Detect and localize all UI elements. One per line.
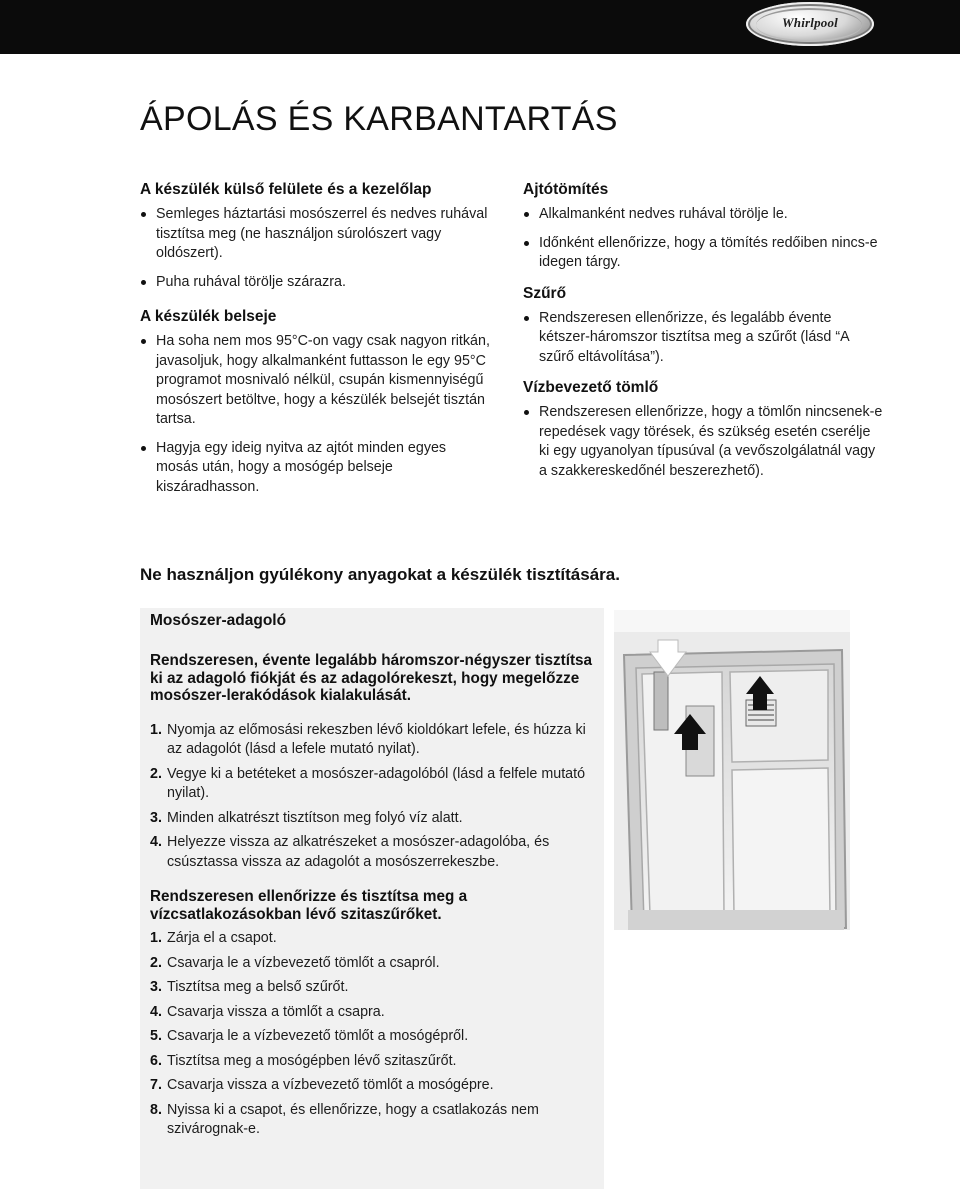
flammable-warning: Ne használjon gyúlékony anyagokat a készülék tisztítására. xyxy=(140,565,620,584)
page-title: ÁPOLÁS ÉS KARBANTARTÁS xyxy=(140,100,618,138)
filter-list xyxy=(523,309,883,368)
dispenser-drawer-photo xyxy=(614,610,850,930)
step-number: 3. xyxy=(150,809,162,826)
dispenser-title: Mosószer-adagoló xyxy=(150,612,287,629)
step-item xyxy=(150,978,596,998)
release-lever xyxy=(654,672,668,730)
left-column xyxy=(140,181,490,513)
dispenser-box xyxy=(140,608,604,1189)
right-column xyxy=(523,181,883,493)
step-number: 1. xyxy=(150,930,162,946)
step-text: Csavarja vissza a tömlőt a csapra. xyxy=(167,1003,385,1020)
step-item xyxy=(150,1027,596,1047)
step-item xyxy=(150,1076,596,1096)
step-text: Tisztítsa meg a belső szűrőt. xyxy=(167,979,349,995)
section-title-inlet-hose: Vízbevezető tömlő xyxy=(523,379,659,396)
whirlpool-logo xyxy=(746,2,874,46)
door-seal-list xyxy=(523,205,883,273)
step-text: Nyomja az előmosási rekeszben lévő kioldókart lefele, és húzza ki az adagolót (lásd a lefele mutató nyilat). xyxy=(167,721,586,757)
interior-list xyxy=(140,332,490,497)
dispenser-lead: Rendszeresen, évente legalább háromszor-négyszer tisztítsa ki az adagoló fiókját és az adagolórekeszt, hogy megelőzze mosószer-lerakódások kialakulását. xyxy=(150,652,593,704)
step-text: Zárja el a csapot. xyxy=(167,930,277,946)
list-item: Időnként ellenőrizze, hogy a tömítés redőiben nincs-e idegen tárgy. xyxy=(523,234,883,273)
dispenser-steps xyxy=(150,721,596,873)
exterior-list xyxy=(140,205,490,292)
step-text: Nyissa ki a csapot, és ellenőrizze, hogy a csatlakozás nem szivárognak-e. xyxy=(167,1101,539,1137)
step-text: Helyezze vissza az alkatrészeket a mosószer-adagolóba, és csúsztassa vissza az adagolót a mosószerrekeszbe. xyxy=(167,834,550,870)
inlet-hose-list xyxy=(523,403,883,481)
list-item: Rendszeresen ellenőrizze, és legalább évente kétszer-háromszor tisztítsa meg a szűrőt (lásd “A szűrő eltávolítása”). xyxy=(523,309,883,368)
list-item: Ha soha nem mos 95°C-on vagy csak nagyon ritkán, javasoljuk, hogy alkalmanként futtasson le egy 95°C programot mosnivaló nélkül, csupán kismennyiségű mosószert betöltve, hogy a készülék belsejét tisztán tartsa. xyxy=(140,332,490,430)
drawer-front-lip xyxy=(628,910,844,930)
list-item: Hagyja egy ideig nyitva az ajtót minden egyes mosás után, hogy a mosógép belseje kiszáradhasson. xyxy=(140,439,490,498)
section-title-interior: A készülék belseje xyxy=(140,308,277,325)
machine-top-edge xyxy=(614,610,850,632)
step-number: 3. xyxy=(150,979,162,995)
step-item xyxy=(150,929,596,949)
step-number: 8. xyxy=(150,1101,162,1118)
step-number: 2. xyxy=(150,954,162,971)
step-number: 1. xyxy=(150,721,162,738)
compartment-right-top xyxy=(730,670,828,762)
list-item: Alkalmanként nedves ruhával törölje le. xyxy=(523,205,883,225)
step-text: Minden alkatrészt tisztítson meg folyó víz alatt. xyxy=(167,809,463,826)
step-item xyxy=(150,954,596,974)
step-number: 4. xyxy=(150,1003,162,1020)
step-item xyxy=(150,809,596,829)
filter-steps xyxy=(150,929,596,1140)
step-item xyxy=(150,1003,596,1023)
step-number: 5. xyxy=(150,1028,162,1044)
step-text: Tisztítsa meg a mosógépben lévő szitaszűrőt. xyxy=(167,1052,457,1069)
step-text: Csavarja vissza a vízbevezető tömlőt a mosógépre. xyxy=(167,1077,494,1093)
list-item: Semleges háztartási mosószerrel és nedves ruhával tisztítsa meg (ne használjon súrolószert vagy oldószert). xyxy=(140,205,490,264)
logo-text: Whirlpool xyxy=(782,15,838,30)
step-number: 7. xyxy=(150,1077,162,1093)
step-item xyxy=(150,1101,596,1140)
step-item xyxy=(150,833,596,872)
step-number: 6. xyxy=(150,1052,162,1069)
dispenser-drawer-illustration xyxy=(614,610,850,930)
list-item: Rendszeresen ellenőrizze, hogy a tömlőn nincsenek-e repedések vagy törések, és szükség esetén cserélje ki egy ugyanolyan típusúval (a vevőszolgálatnál vagy a szakkereskedőnél beszerezhető). xyxy=(523,403,883,481)
compartment-right-bottom xyxy=(732,768,830,915)
list-item: Puha ruhával törölje szárazra. xyxy=(140,273,490,293)
step-number: 2. xyxy=(150,765,162,782)
top-bar xyxy=(0,0,960,54)
step-item xyxy=(150,1052,596,1072)
section-title-filter: Szűrő xyxy=(523,284,567,302)
section-title-door-seal: Ajtótömítés xyxy=(523,181,609,198)
step-item xyxy=(150,721,596,760)
step-text: Csavarja le a vízbevezető tömlőt a csapról. xyxy=(167,954,440,971)
step-text: Csavarja le a vízbevezető tömlőt a mosógépről. xyxy=(167,1028,469,1044)
section-title-exterior: A készülék külső felülete és a kezelőlap xyxy=(140,181,432,198)
step-text: Vegye ki a betéteket a mosószer-adagolóból (lásd a felfele mutató nyilat). xyxy=(167,765,586,801)
dispenser-box-content xyxy=(150,612,596,1154)
filter-subtitle: Rendszeresen ellenőrizze és tisztítsa meg a vízcsatlakozásokban lévő szitaszűrőket. xyxy=(150,888,468,923)
step-item xyxy=(150,765,596,804)
step-number: 4. xyxy=(150,834,162,850)
